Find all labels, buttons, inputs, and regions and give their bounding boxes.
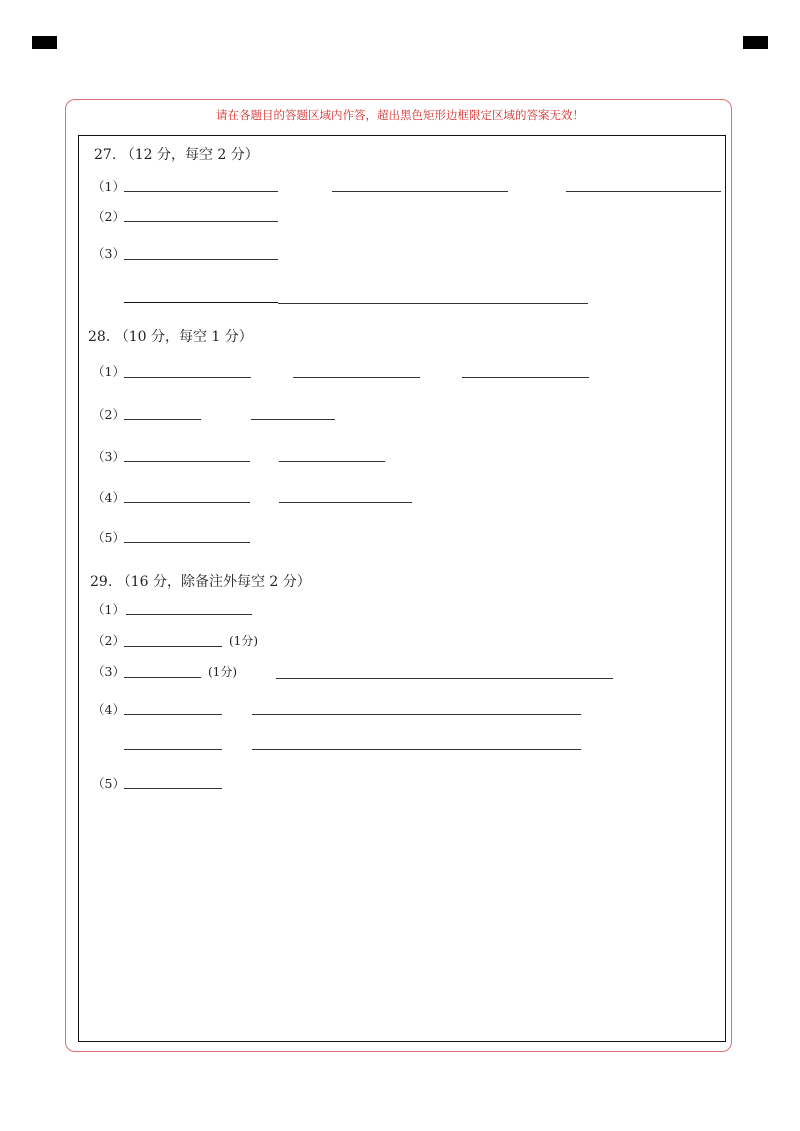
q29-4-blank-a[interactable] (124, 714, 222, 715)
warning-notice: 请在各题目的答题区域内作答，超出黑色矩形边框限定区域的答案无效！ (216, 108, 584, 122)
q28-label-2: （2） (92, 407, 125, 422)
q29-4-blank-b[interactable] (252, 714, 581, 715)
question-29-title: 29. （16 分，除备注外每空 2 分） (90, 574, 311, 590)
q28-label-4: （4） (92, 490, 125, 505)
q27-label-3: （3） (92, 246, 125, 261)
q28-1-blank-b[interactable] (293, 377, 420, 378)
q27-label-2: （2） (92, 209, 125, 224)
q28-4-blank-a[interactable] (124, 502, 250, 503)
q28-3-blank-a[interactable] (124, 461, 250, 462)
q28-2-blank-a[interactable] (124, 419, 201, 420)
q27-1-blank-c[interactable] (566, 191, 721, 192)
q27-1-blank-a[interactable] (124, 191, 278, 192)
q29-4-blank-d[interactable] (252, 749, 581, 750)
q28-1-blank-c[interactable] (462, 377, 589, 378)
q28-3-blank-b[interactable] (279, 461, 385, 462)
q29-label-2: （2） (92, 633, 125, 648)
question-28-title: 28. （10 分，每空 1 分） (88, 329, 253, 345)
q28-1-blank-a[interactable] (124, 377, 251, 378)
alignment-marker-right (743, 36, 768, 49)
q29-5-blank[interactable] (124, 788, 222, 789)
q29-label-4: （4） (92, 702, 125, 717)
q29-3-score-note: (1分) (208, 665, 237, 679)
alignment-marker-left (32, 36, 57, 49)
q29-2-score-note: (1分) (229, 634, 258, 648)
q27-3-blank-a[interactable] (124, 259, 278, 260)
q28-label-1: （1） (92, 364, 125, 379)
q27-3-blank-b[interactable] (278, 303, 588, 304)
question-27-title: 27. （12 分，每空 2 分） (94, 147, 259, 163)
q29-label-3: （3） (92, 664, 125, 679)
q28-label-5: （5） (92, 530, 125, 545)
q29-1-blank[interactable] (126, 614, 252, 615)
q29-3-blank-a[interactable] (124, 677, 201, 678)
q29-3-blank-b[interactable] (276, 678, 613, 679)
q29-2-blank[interactable] (124, 646, 222, 647)
q29-4-blank-c[interactable] (124, 749, 222, 750)
q28-2-blank-b[interactable] (251, 419, 335, 420)
q27-1-blank-b[interactable] (332, 191, 508, 192)
q27-3-blank-b-bold[interactable] (124, 302, 278, 303)
q28-label-3: （3） (92, 449, 125, 464)
q28-4-blank-b[interactable] (279, 502, 412, 503)
q28-5-blank[interactable] (124, 542, 250, 543)
q29-label-5: （5） (92, 776, 125, 791)
q27-label-1: （1） (92, 179, 125, 194)
q29-label-1: （1） (92, 602, 125, 617)
q27-2-blank[interactable] (124, 221, 278, 222)
